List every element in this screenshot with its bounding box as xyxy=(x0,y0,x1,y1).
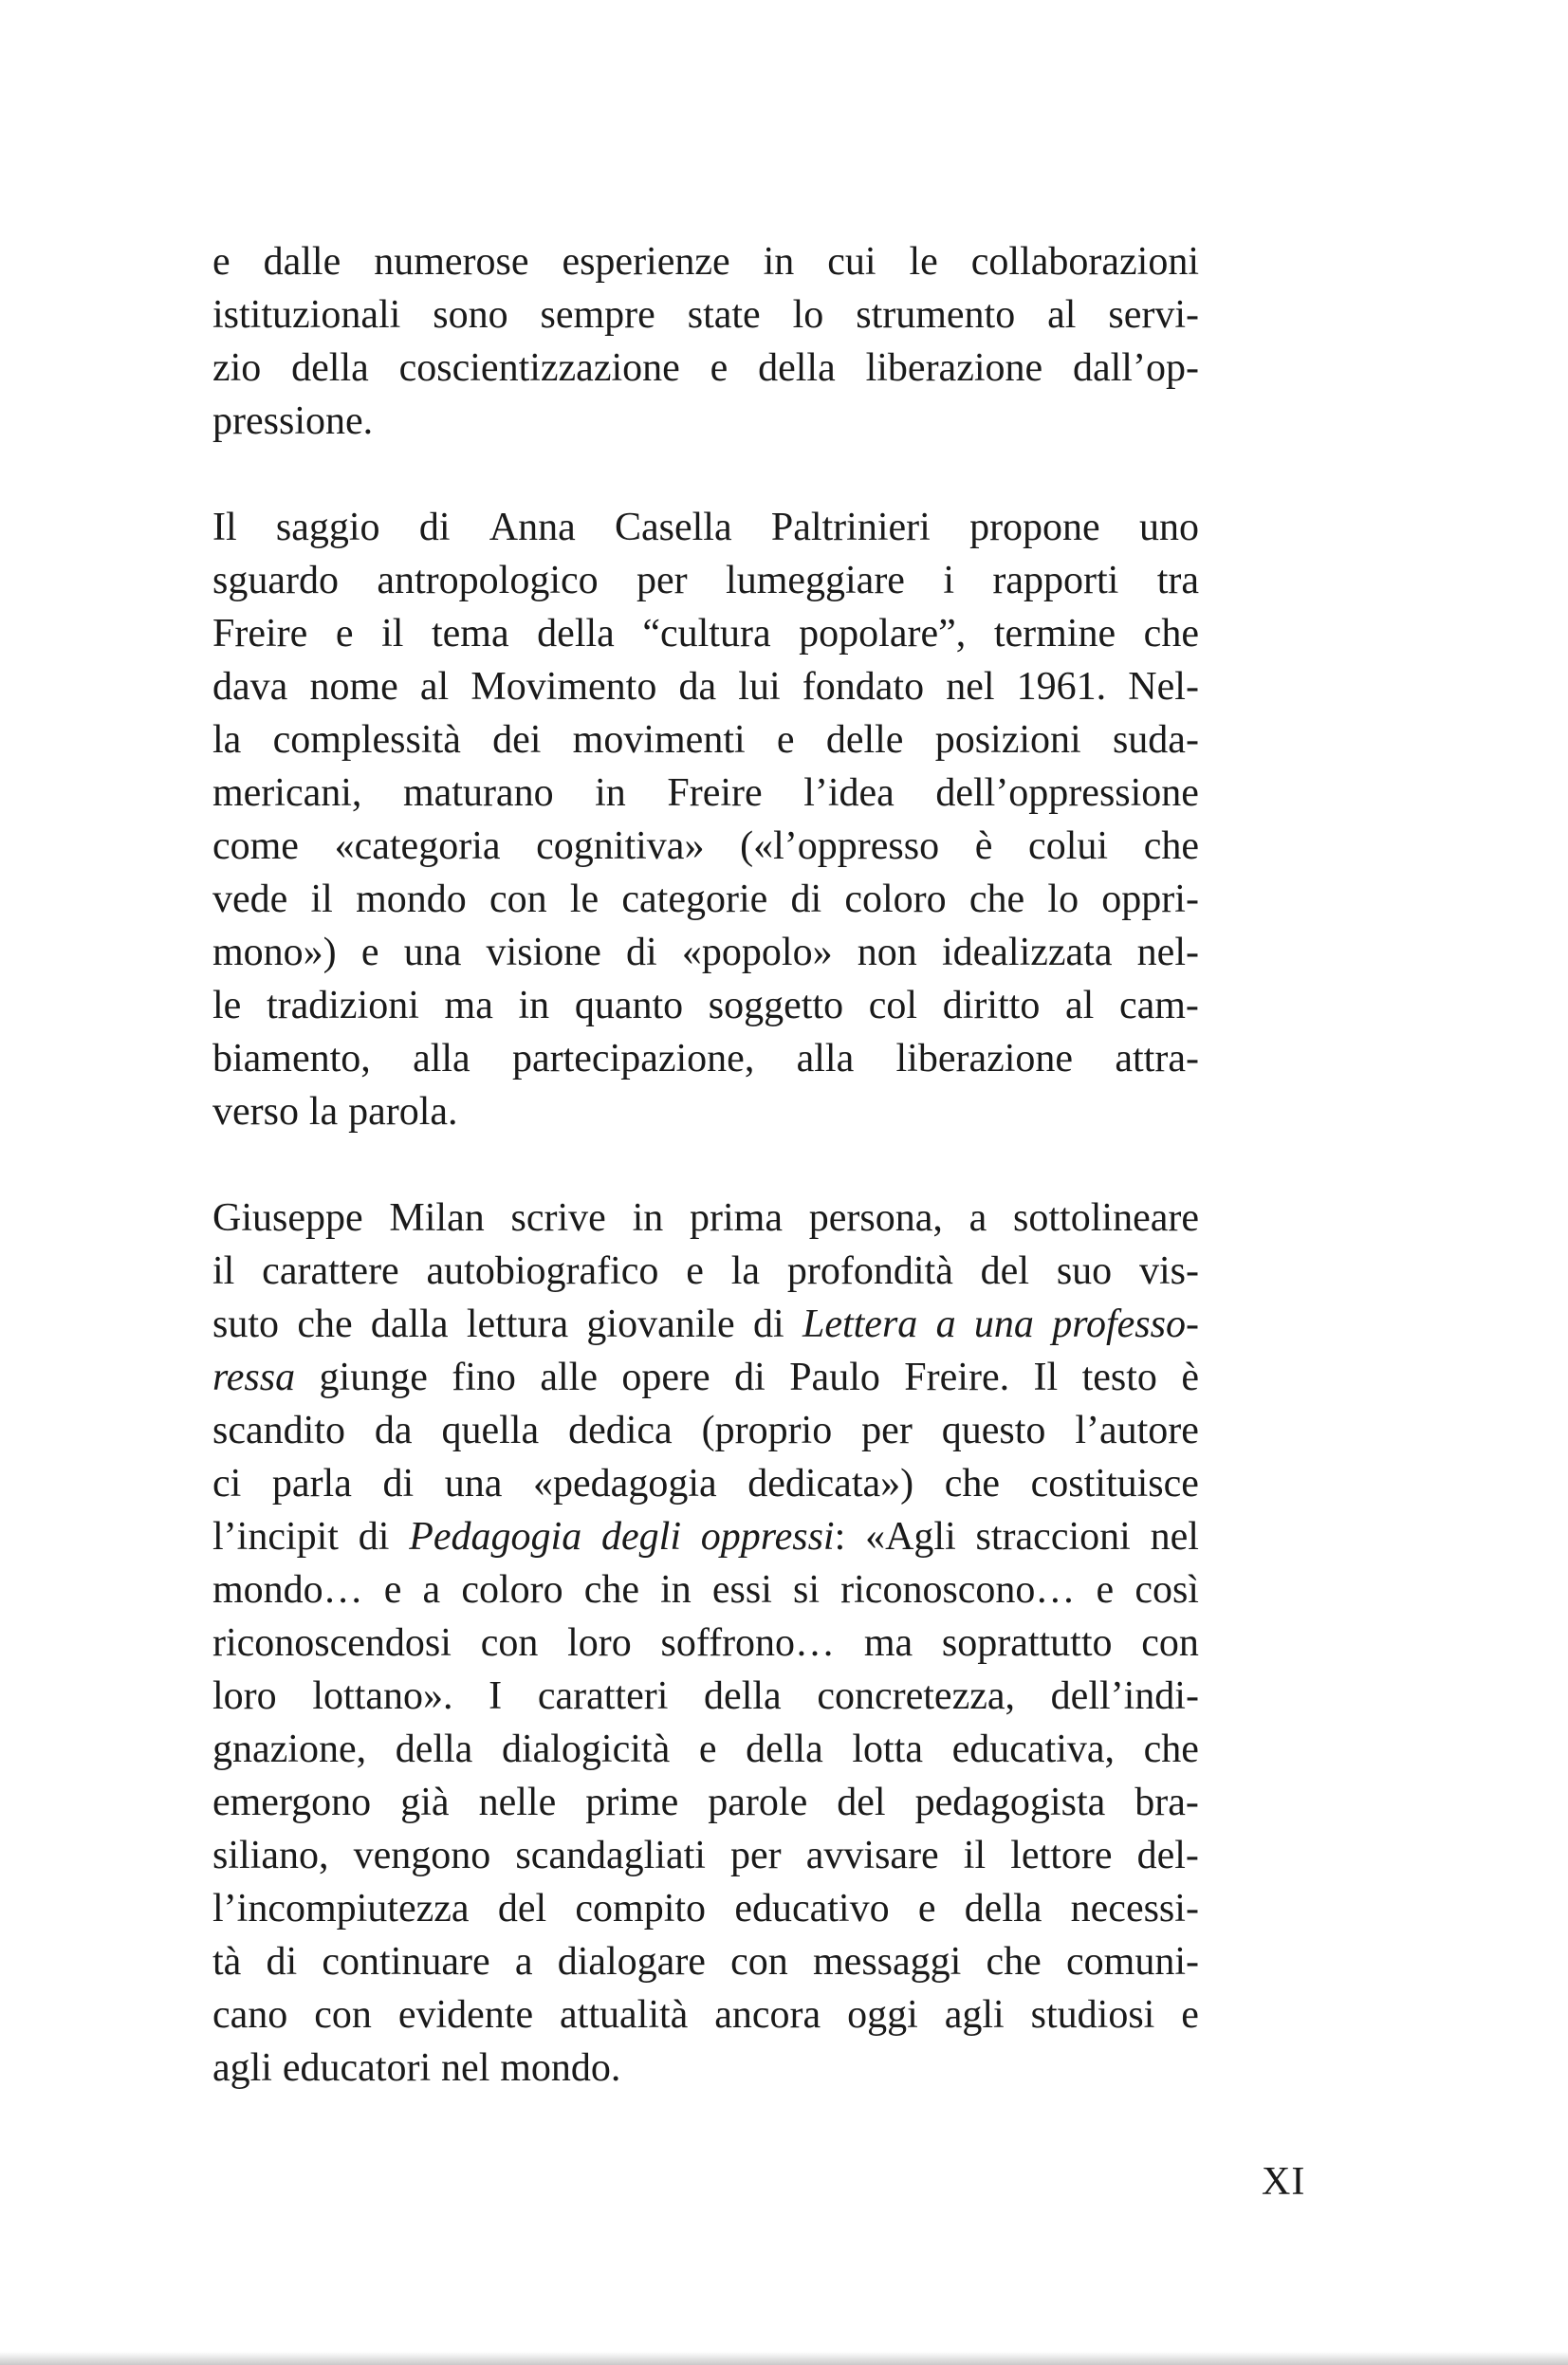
word: una xyxy=(973,1303,1034,1346)
word: rapporti xyxy=(992,559,1119,602)
word: al xyxy=(1047,293,1077,337)
word: lettore xyxy=(1010,1834,1113,1877)
page-edge-shadow xyxy=(0,2352,1568,2365)
word: (proprio xyxy=(701,1409,833,1452)
word: che xyxy=(1143,824,1199,868)
word: professo- xyxy=(1052,1303,1199,1346)
word: bra- xyxy=(1134,1781,1199,1824)
word: partecipazione, xyxy=(511,1037,755,1081)
word: loro xyxy=(212,1674,277,1718)
word: dedicata») xyxy=(747,1462,914,1506)
word: liberazione xyxy=(895,1037,1074,1081)
word: con xyxy=(314,1993,372,2037)
word: Paulo xyxy=(789,1356,880,1399)
text-line xyxy=(212,1617,1199,1670)
word: maturano xyxy=(402,771,554,815)
word: Giuseppe xyxy=(212,1196,363,1240)
word: istituzionali xyxy=(212,293,401,337)
word: della xyxy=(964,1887,1042,1931)
word: tradizioni xyxy=(266,984,419,1027)
word: già xyxy=(400,1781,450,1824)
word: lo xyxy=(792,293,824,337)
word: mericani, xyxy=(212,771,362,815)
word: dell’oppressione xyxy=(935,771,1199,815)
word: “cultura xyxy=(642,612,771,656)
word: ma xyxy=(444,984,493,1027)
word: visione xyxy=(486,931,601,974)
word: diritto xyxy=(942,984,1041,1027)
word: lui xyxy=(738,665,781,709)
word: oppri- xyxy=(1101,878,1199,921)
text-line xyxy=(212,1298,1199,1351)
text-line xyxy=(212,660,1199,713)
word: fino xyxy=(452,1356,516,1399)
word: caratteri xyxy=(537,1674,669,1718)
word: i xyxy=(943,559,954,602)
word: le xyxy=(212,984,242,1027)
word: è xyxy=(974,824,993,868)
word: educativa, xyxy=(951,1728,1115,1771)
word: del xyxy=(497,1887,547,1931)
word: riconoscono… xyxy=(840,1568,1076,1612)
word: dalle xyxy=(263,240,341,284)
word: nel xyxy=(1150,1515,1199,1559)
word: attualità xyxy=(560,1993,689,2037)
word: siliano, xyxy=(212,1834,329,1877)
word: prima xyxy=(690,1196,783,1240)
page-number: XI xyxy=(1262,2160,1306,2204)
word: necessi- xyxy=(1070,1887,1199,1931)
word: in xyxy=(632,1196,664,1240)
text-line xyxy=(212,342,1199,395)
text-line xyxy=(212,1457,1199,1510)
word: popolare”, xyxy=(799,612,967,656)
word: «popolo» xyxy=(681,931,833,974)
text-line xyxy=(212,501,1199,554)
word: la xyxy=(212,718,242,762)
word: che xyxy=(968,878,1025,921)
word: coloro xyxy=(461,1568,563,1612)
word: a xyxy=(968,1196,987,1240)
word: col xyxy=(868,984,918,1027)
word: alle xyxy=(540,1356,598,1399)
word: tra xyxy=(1156,559,1199,602)
word: studiosi xyxy=(1030,1993,1155,2037)
text-line xyxy=(212,873,1199,926)
text-line xyxy=(212,1245,1199,1298)
word: di xyxy=(753,1303,784,1346)
word: «pedagogia xyxy=(533,1462,717,1506)
word: Milan xyxy=(389,1196,485,1240)
word: termine xyxy=(993,612,1116,656)
word: coscientizzazione xyxy=(398,346,680,390)
word: agli xyxy=(212,2046,272,2090)
word: state xyxy=(687,293,761,337)
text-line xyxy=(212,1723,1199,1776)
word: che xyxy=(986,1940,1042,1984)
word: dalla xyxy=(370,1303,449,1346)
word: categorie xyxy=(621,878,768,921)
word: Freire xyxy=(667,771,763,815)
word: suda- xyxy=(1112,718,1199,762)
word: del- xyxy=(1136,1834,1199,1877)
word: loro xyxy=(567,1621,632,1665)
word: del xyxy=(980,1249,1029,1293)
word: avvisare xyxy=(805,1834,939,1877)
word: nel- xyxy=(1136,931,1199,974)
word: con xyxy=(489,878,547,921)
word: Freire xyxy=(212,612,308,656)
word: dedica xyxy=(568,1409,673,1452)
word: cognitiva» xyxy=(536,824,705,868)
word: riconoscendosi xyxy=(212,1621,452,1665)
word: posizioni xyxy=(934,718,1081,762)
word: nel xyxy=(946,665,995,709)
word: di xyxy=(734,1356,766,1399)
word: evidente xyxy=(397,1993,534,2037)
word: una xyxy=(403,931,462,974)
word: vis- xyxy=(1139,1249,1199,1293)
word: di xyxy=(626,931,657,974)
word: in xyxy=(595,771,626,815)
word: testo xyxy=(1081,1356,1157,1399)
word: ci xyxy=(212,1462,242,1506)
word: quanto xyxy=(574,984,684,1027)
word: Il xyxy=(1033,1356,1059,1399)
word: in xyxy=(763,240,795,284)
word: dialogicità xyxy=(501,1728,671,1771)
word: carattere xyxy=(262,1249,399,1293)
text-line xyxy=(212,1404,1199,1457)
word: messaggi xyxy=(813,1940,962,1984)
word: dell’indi- xyxy=(1050,1674,1199,1718)
word: pressione. xyxy=(212,399,374,443)
word: una xyxy=(444,1462,503,1506)
word: alla xyxy=(413,1037,470,1081)
word: della xyxy=(704,1674,782,1718)
word: Anna xyxy=(489,506,576,549)
word: Freire. xyxy=(904,1356,1010,1399)
word: e xyxy=(383,1568,402,1612)
word: di xyxy=(418,506,451,549)
text-line xyxy=(212,1192,1199,1245)
word: zio xyxy=(212,346,262,390)
word: biamento, xyxy=(212,1037,371,1081)
word: ma xyxy=(863,1621,913,1665)
word: e xyxy=(776,718,795,762)
word: sottolineare xyxy=(1013,1196,1199,1240)
word: I xyxy=(489,1674,503,1718)
word: e xyxy=(335,612,354,656)
word: scandito xyxy=(212,1409,345,1452)
word: che xyxy=(1143,1728,1199,1771)
text-line xyxy=(212,607,1199,660)
word: è xyxy=(1181,1356,1199,1399)
word: saggio xyxy=(275,506,380,549)
word: autobiografico xyxy=(426,1249,659,1293)
word: lettura xyxy=(466,1303,569,1346)
word: compito xyxy=(575,1887,707,1931)
word: fondato xyxy=(802,665,925,709)
word: parole xyxy=(708,1781,808,1824)
word: con xyxy=(730,1940,788,1984)
word: pedagogista xyxy=(914,1781,1106,1824)
word: lottano». xyxy=(312,1674,453,1718)
word: strumento xyxy=(856,293,1016,337)
word: complessità xyxy=(272,718,461,762)
word: da xyxy=(374,1409,413,1452)
word: Pedagogia xyxy=(409,1515,582,1559)
word: giovanile xyxy=(586,1303,735,1346)
text-line xyxy=(212,288,1199,342)
word: cui xyxy=(827,240,876,284)
word: agli xyxy=(944,1993,1005,2037)
word: che xyxy=(1143,612,1199,656)
word: Lettera xyxy=(802,1303,918,1346)
text-line xyxy=(212,767,1199,820)
word: essi xyxy=(711,1568,772,1612)
word: esperienze xyxy=(562,240,730,284)
word: coloro xyxy=(844,878,947,921)
word: si xyxy=(793,1568,821,1612)
word: e xyxy=(686,1249,704,1293)
word: idealizzata xyxy=(941,931,1113,974)
word: l’idea xyxy=(803,771,895,815)
word: e xyxy=(1181,1993,1199,2037)
word: così xyxy=(1134,1568,1199,1612)
word: il xyxy=(310,878,333,921)
word: oggi xyxy=(847,1993,918,2037)
word: con xyxy=(1141,1621,1199,1665)
word: uno xyxy=(1138,506,1199,549)
word: e xyxy=(360,931,379,974)
word: sempre xyxy=(540,293,655,337)
word: prime xyxy=(585,1781,679,1824)
word: e xyxy=(698,1728,717,1771)
word: la xyxy=(308,1090,339,1134)
text-line xyxy=(212,1670,1199,1723)
word: numerose xyxy=(374,240,529,284)
word: tema xyxy=(431,612,509,656)
text-line xyxy=(212,713,1199,767)
word: le xyxy=(569,878,600,921)
word: scandagliati xyxy=(515,1834,706,1877)
word: cam- xyxy=(1118,984,1199,1027)
word: oppressi: xyxy=(700,1515,846,1559)
word: mono») xyxy=(212,931,337,974)
word: della xyxy=(537,612,615,656)
word: come xyxy=(212,824,299,868)
word: servi- xyxy=(1108,293,1199,337)
word: il xyxy=(212,1249,235,1293)
text-line xyxy=(212,1776,1199,1829)
word: lo xyxy=(1047,878,1079,921)
word: di xyxy=(358,1515,390,1559)
word: vede xyxy=(212,878,288,921)
word: per xyxy=(861,1409,913,1452)
word: soffrono… xyxy=(660,1621,836,1665)
word: comuni- xyxy=(1066,1940,1199,1984)
word: la xyxy=(730,1249,761,1293)
word: dava xyxy=(212,665,288,709)
word: nelle xyxy=(478,1781,557,1824)
word: attra- xyxy=(1115,1037,1199,1081)
word: emergono xyxy=(212,1781,372,1824)
word: di xyxy=(266,1940,298,1984)
word: al xyxy=(1065,984,1095,1027)
word: educatori xyxy=(282,2046,432,2090)
word: mondo xyxy=(356,878,467,921)
text-line xyxy=(212,1351,1199,1404)
paragraph xyxy=(212,501,1199,1138)
paragraph xyxy=(212,235,1199,448)
word: mondo… xyxy=(212,1568,363,1612)
word: della xyxy=(395,1728,473,1771)
word: cano xyxy=(212,1993,288,2037)
word: soprattutto xyxy=(941,1621,1113,1665)
word: le xyxy=(909,240,938,284)
word: continuare xyxy=(322,1940,490,1984)
word: a xyxy=(514,1940,533,1984)
word: straccioni xyxy=(975,1515,1131,1559)
word: movimenti xyxy=(572,718,746,762)
word: in xyxy=(660,1568,692,1612)
word: al xyxy=(419,665,450,709)
word: di xyxy=(790,878,822,921)
word: in xyxy=(518,984,550,1027)
word: colui xyxy=(1028,824,1109,868)
word: suo xyxy=(1056,1249,1113,1293)
word: a xyxy=(935,1303,956,1346)
word: sono xyxy=(433,293,508,337)
word: questo xyxy=(941,1409,1046,1452)
word: il xyxy=(381,612,404,656)
word: collaborazioni xyxy=(970,240,1199,284)
word: il xyxy=(963,1834,987,1877)
word: Nel- xyxy=(1128,665,1199,709)
text-line xyxy=(212,1988,1199,2042)
text-line xyxy=(212,1085,1199,1138)
word: non xyxy=(857,931,917,974)
word: e xyxy=(917,1887,936,1931)
text-line xyxy=(212,235,1199,288)
word: ressa xyxy=(212,1356,296,1399)
word: verso xyxy=(212,1090,299,1134)
word: mondo. xyxy=(500,2046,621,2090)
word: della xyxy=(291,346,369,390)
word: sguardo xyxy=(212,559,339,602)
word: vengono xyxy=(353,1834,491,1877)
word: e xyxy=(710,346,729,390)
word: che xyxy=(297,1303,353,1346)
word: dall’op- xyxy=(1073,346,1199,390)
word: giunge xyxy=(319,1356,428,1399)
word: lumeggiare xyxy=(726,559,905,602)
word: e xyxy=(212,240,231,284)
word: 1961. xyxy=(1016,665,1107,709)
word: alla xyxy=(796,1037,855,1081)
word: delle xyxy=(825,718,904,762)
word: del xyxy=(837,1781,886,1824)
word: antropologico xyxy=(377,559,599,602)
word: per xyxy=(730,1834,782,1877)
word: da xyxy=(678,665,717,709)
word: opere xyxy=(621,1356,710,1399)
word: suto xyxy=(212,1303,280,1346)
text-line xyxy=(212,820,1199,873)
word: persona, xyxy=(808,1196,943,1240)
paragraph xyxy=(212,1192,1199,2095)
word: degli xyxy=(601,1515,681,1559)
text-line xyxy=(212,1563,1199,1617)
word: nel xyxy=(441,2046,490,2090)
word: che xyxy=(944,1462,1001,1506)
word: l’incompiutezza xyxy=(212,1887,470,1931)
word: Movimento xyxy=(470,665,657,709)
text-line xyxy=(212,554,1199,607)
word: soggetto xyxy=(708,984,844,1027)
word: educativo xyxy=(734,1887,890,1931)
word: parla xyxy=(271,1462,352,1506)
word: l’incipit xyxy=(212,1515,339,1559)
word: con xyxy=(480,1621,539,1665)
word: lotta xyxy=(852,1728,923,1771)
word: gnazione, xyxy=(212,1728,367,1771)
word: dei xyxy=(492,718,542,762)
word: quella xyxy=(441,1409,540,1452)
word: tà xyxy=(212,1940,242,1984)
word: a xyxy=(422,1568,441,1612)
word: di xyxy=(382,1462,415,1506)
word: nome xyxy=(309,665,398,709)
text-line xyxy=(212,1882,1199,1935)
word: profondità xyxy=(786,1249,953,1293)
word: scrive xyxy=(510,1196,606,1240)
word: «Agli xyxy=(865,1515,956,1559)
text-line xyxy=(212,1829,1199,1882)
word: propone xyxy=(969,506,1100,549)
word: liberazione xyxy=(865,346,1043,390)
word: costituisce xyxy=(1030,1462,1199,1506)
text-line xyxy=(212,979,1199,1032)
word: Paltrinieri xyxy=(770,506,931,549)
text-line xyxy=(212,926,1199,979)
word: ancora xyxy=(714,1993,821,2037)
word: l’autore xyxy=(1075,1409,1199,1452)
word: Casella xyxy=(614,506,732,549)
word: concretezza, xyxy=(817,1674,1015,1718)
text-line xyxy=(212,2042,1199,2095)
word: della xyxy=(758,346,836,390)
word: che xyxy=(583,1568,640,1612)
text-line xyxy=(212,1032,1199,1085)
word: «categoria xyxy=(334,824,501,868)
text-line xyxy=(212,1510,1199,1563)
word: e xyxy=(1096,1568,1115,1612)
text-line xyxy=(212,395,1199,448)
word: Il xyxy=(212,506,237,549)
word: della xyxy=(746,1728,823,1771)
word: dialogare xyxy=(557,1940,706,1984)
text-block xyxy=(212,235,1199,2095)
word: per xyxy=(636,559,688,602)
word: («l’oppresso xyxy=(740,824,940,868)
text-line xyxy=(212,1935,1199,1988)
word: parola. xyxy=(348,1090,458,1134)
